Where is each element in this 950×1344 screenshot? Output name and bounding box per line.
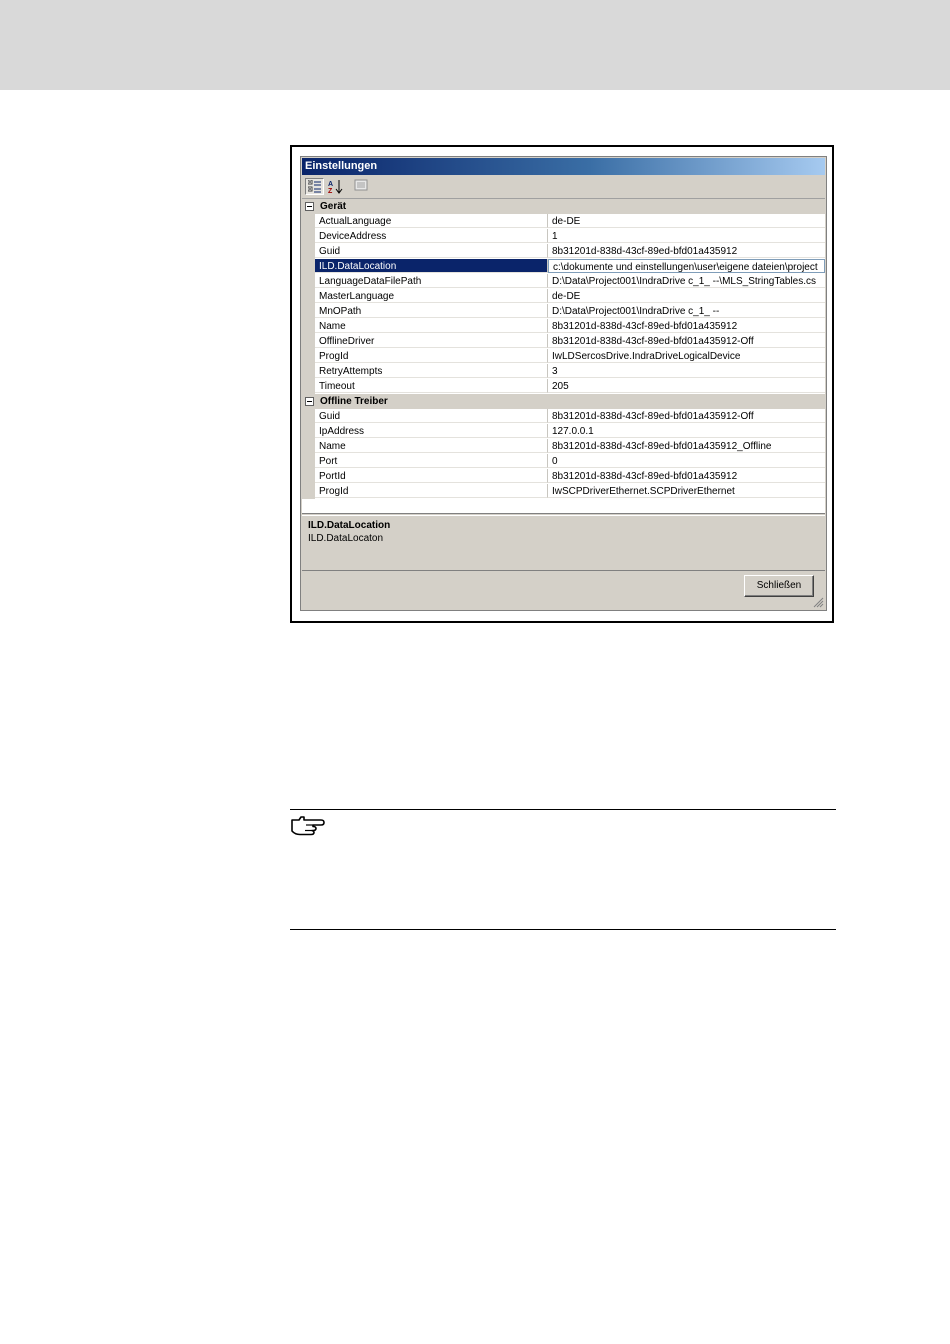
property-value[interactable]: 8b31201d-838d-43cf-89ed-bfd01a435912	[548, 319, 825, 333]
property-name: DeviceAddress	[315, 229, 548, 243]
property-value[interactable]: 205	[548, 379, 825, 393]
description-panel	[302, 515, 825, 571]
property-row[interactable]	[302, 244, 825, 259]
property-name: Guid	[315, 244, 548, 258]
property-name: MasterLanguage	[315, 289, 548, 303]
property-row[interactable]	[302, 274, 825, 289]
collapse-icon[interactable]	[305, 397, 314, 406]
pointing-hand-icon	[291, 814, 325, 836]
category-label: Gerät	[320, 201, 347, 212]
alphabetical-sort-button[interactable]	[326, 178, 345, 195]
property-row[interactable]	[302, 409, 825, 424]
property-name: ProgId	[315, 349, 548, 363]
property-grid	[302, 199, 825, 514]
property-value[interactable]: de-DE	[548, 214, 825, 228]
property-value[interactable]: 8b31201d-838d-43cf-89ed-bfd01a435912	[548, 244, 825, 258]
property-value[interactable]: 127.0.0.1	[548, 424, 825, 438]
property-row[interactable]	[302, 379, 825, 394]
note-bottom-rule	[290, 929, 836, 930]
category-geraet[interactable]	[302, 199, 825, 214]
property-name: MnOPath	[315, 304, 548, 318]
property-value[interactable]: IwLDSercosDrive.IndraDriveLogicalDevice	[548, 349, 825, 363]
property-name: ActualLanguage	[315, 214, 548, 228]
property-row[interactable]	[302, 289, 825, 304]
property-name: OfflineDriver	[315, 334, 548, 348]
collapse-icon[interactable]	[305, 202, 314, 211]
property-name: Name	[315, 439, 548, 453]
close-button[interactable]: Schließen	[744, 575, 814, 597]
property-row[interactable]	[302, 484, 825, 499]
property-value[interactable]: 8b31201d-838d-43cf-89ed-bfd01a435912	[548, 469, 825, 483]
property-row[interactable]	[302, 454, 825, 469]
property-row[interactable]	[302, 319, 825, 334]
property-value[interactable]: 0	[548, 454, 825, 468]
property-name: Name	[315, 319, 548, 333]
property-value[interactable]: D:\Data\Project001\IndraDrive c_1_ --\MLS_StringTables.cs	[548, 274, 825, 288]
property-value[interactable]: 1	[548, 229, 825, 243]
property-pages-button[interactable]	[352, 178, 371, 195]
description-text: ILD.DataLocaton	[308, 533, 384, 544]
window-title: Einstellungen	[302, 158, 825, 175]
description-title: ILD.DataLocation	[308, 520, 391, 531]
note-top-rule	[290, 809, 836, 810]
property-row[interactable]	[302, 364, 825, 379]
page-header-band	[0, 0, 950, 90]
property-value[interactable]: IwSCPDriverEthernet.SCPDriverEthernet	[548, 484, 825, 498]
resize-grip-icon[interactable]	[812, 596, 824, 608]
sort-az-icon	[328, 179, 344, 194]
settings-window	[300, 156, 827, 611]
property-value[interactable]: D:\Data\Project001\IndraDrive c_1_ --	[548, 304, 825, 318]
categorized-view-button[interactable]	[305, 178, 324, 195]
property-value[interactable]: de-DE	[548, 289, 825, 303]
property-name: IpAddress	[315, 424, 548, 438]
property-value-editor[interactable]: c:\dokumente und einstellungen\user\eigene dateien\project	[548, 259, 825, 273]
categorized-icon	[308, 180, 322, 193]
property-row[interactable]	[302, 439, 825, 454]
property-value[interactable]: 8b31201d-838d-43cf-89ed-bfd01a435912-Off	[548, 409, 825, 423]
property-row-selected[interactable]	[302, 259, 825, 274]
property-name: LanguageDataFilePath	[315, 274, 548, 288]
property-name: ILD.DataLocation	[315, 259, 548, 273]
property-name: Guid	[315, 409, 548, 423]
property-value[interactable]: 8b31201d-838d-43cf-89ed-bfd01a435912_Offline	[548, 439, 825, 453]
svg-text:A: A	[328, 181, 334, 188]
category-label: Offline Treiber	[320, 396, 388, 407]
property-toolbar	[302, 176, 825, 199]
property-name: RetryAttempts	[315, 364, 548, 378]
property-row[interactable]	[302, 229, 825, 244]
property-row[interactable]	[302, 214, 825, 229]
property-name: Timeout	[315, 379, 548, 393]
property-name: Port	[315, 454, 548, 468]
property-row[interactable]	[302, 334, 825, 349]
property-pages-icon	[354, 179, 369, 192]
property-value[interactable]: 3	[548, 364, 825, 378]
property-row[interactable]	[302, 469, 825, 484]
property-value[interactable]: 8b31201d-838d-43cf-89ed-bfd01a435912-Off	[548, 334, 825, 348]
property-row[interactable]	[302, 304, 825, 319]
svg-text:Z: Z	[328, 188, 333, 194]
property-name: ProgId	[315, 484, 548, 498]
category-offline-treiber[interactable]	[302, 394, 825, 409]
property-name: PortId	[315, 469, 548, 483]
property-row[interactable]	[302, 349, 825, 364]
property-row[interactable]	[302, 424, 825, 439]
